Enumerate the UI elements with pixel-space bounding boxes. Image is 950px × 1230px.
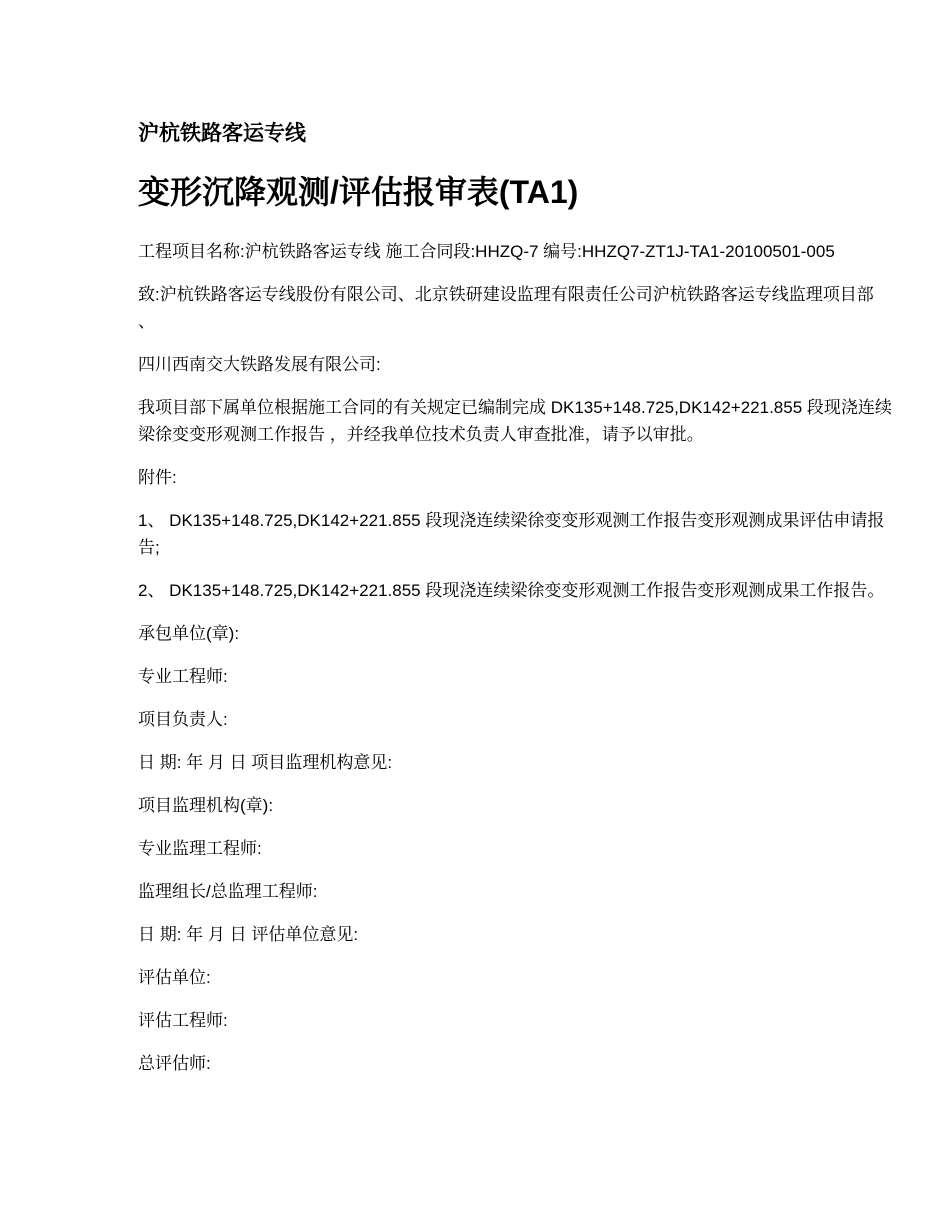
project-leader-label: 项目负责人:: [138, 710, 228, 729]
project-name-heading: 沪杭铁路客运专线: [138, 122, 306, 145]
contractor-seal-label: 承包单位(章):: [138, 624, 240, 643]
addressee-line-1: 致:沪杭铁路客运专线股份有限公司、北京铁研建设监理有限责任公司沪杭铁路客运专线监理项目部 、: [138, 285, 874, 331]
date-and-evaluation-opinion-label: 日 期: 年 月 日 评估单位意见:: [138, 925, 359, 944]
supervision-org-seal-label: 项目监理机构(章):: [138, 796, 274, 815]
addressee-line-2: 四川西南交大铁路发展有限公司:: [138, 355, 381, 374]
professional-engineer-label: 专业工程师:: [138, 667, 228, 686]
attachments-label: 附件:: [138, 468, 177, 487]
attachment-item-1: 1、 DK135+148.725,DK142+221.855 段现浇连续梁徐变变形观测工作报告变形观测成果评估申请报告;: [138, 511, 885, 557]
project-info-line: 工程项目名称:沪杭铁路客运专线 施工合同段:HHZQ-7 编号:HHZQ7-ZT1J-TA1-20100501-005: [138, 242, 835, 261]
date-and-supervision-opinion-label: 日 期: 年 月 日 项目监理机构意见:: [138, 753, 393, 772]
document-title: 变形沉降观测/评估报审表(TA1): [138, 174, 579, 210]
evaluation-engineer-label: 评估工程师:: [138, 1011, 228, 1030]
chief-supervision-engineer-label: 监理组长/总监理工程师:: [138, 882, 318, 901]
request-statement: 我项目部下属单位根据施工合同的有关规定已编制完成 DK135+148.725,DK142+221.855 段现浇连续梁徐变变形观测工作报告 ，并经我单位技术负责人审查批准，请予以审批。: [138, 398, 892, 444]
attachment-item-2: 2、 DK135+148.725,DK142+221.855 段现浇连续梁徐变变形观测工作报告变形观测成果工作报告。: [138, 581, 885, 600]
chief-evaluator-label: 总评估师:: [138, 1054, 211, 1073]
supervision-engineer-label: 专业监理工程师:: [138, 839, 262, 858]
evaluation-unit-label: 评估单位:: [138, 968, 211, 987]
